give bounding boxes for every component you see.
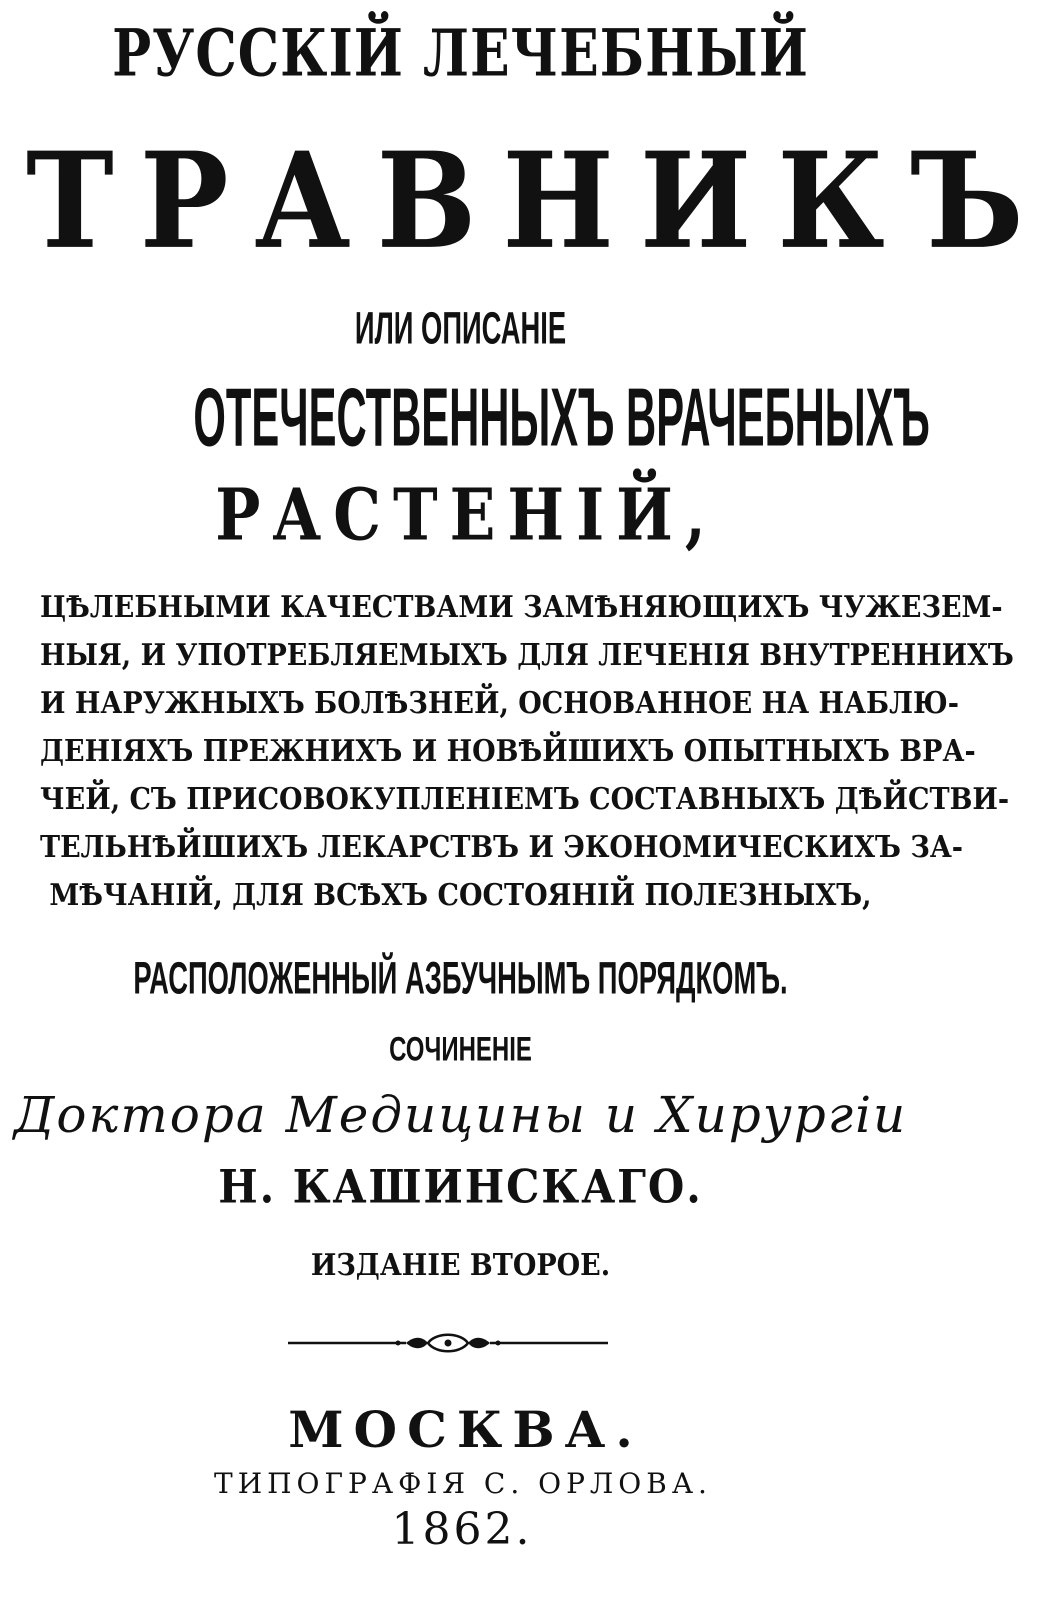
heading-top: РУССКІЙ ЛЕЧЕБНЫЙ: [112, 15, 809, 92]
description-line: МѢЧАНІЙ, ДЛЯ ВСѢХЪ СОСТОЯНІЙ ПОЛЕЗНЫХЪ,: [49, 878, 872, 913]
edition-label: ИЗДАНІЕ ВТОРОЕ.: [310, 1248, 611, 1283]
description-line: И НАРУЖНЫХЪ БОЛѢЗНЕЙ, ОСНОВАННОЕ НА НАБЛЮ-: [40, 686, 959, 721]
heading-main: ТРАВНИКЪ: [26, 122, 1050, 279]
order-line: РАСПОЛОЖЕННЫЙ АЗБУЧНЫМЪ ПОРЯДКОМЪ.: [133, 953, 788, 1005]
or-description: ИЛИ ОПИСАНІЕ: [354, 303, 567, 355]
plants-line-2: РАСТЕНІЙ,: [215, 474, 718, 558]
printing-house: ТИПОГРАФІЯ С. ОРЛОВА.: [214, 1467, 712, 1500]
description-line: ЧЕЙ, СЪ ПРИСОВОКУПЛЕНІЕМЪ СОСТАВНЫХЪ ДѢЙСТВИ-: [40, 782, 1010, 817]
description-line: ТЕЛЬНѢЙШИХЪ ЛЕКАРСТВЪ И ЭКОНОМИЧЕСКИХЪ ЗА-: [40, 830, 964, 865]
description-line: ЦѢЛЕБНЫМИ КАЧЕСТВАМИ ЗАМѢНЯЮЩИХЪ ЧУЖЕЗЕМ-: [40, 590, 1003, 625]
author-name: Н. КАШИНСКАГО.: [218, 1160, 703, 1215]
ornament-divider-icon: [288, 1328, 608, 1358]
description-line: ДЕНІЯХЪ ПРЕЖНИХЪ И НОВѢЙШИХЪ ОПЫТНЫХЪ ВРА-: [40, 734, 976, 769]
city: МОСКВА.: [288, 1400, 643, 1459]
work-label: СОЧИНЕНІЕ: [389, 1030, 532, 1069]
author-title: Доктора Медицины и Хирургіи: [13, 1086, 908, 1144]
publication-year: 1862.: [391, 1504, 533, 1555]
description-line: НЫЯ, И УПОТРЕБЛЯЕМЫХЪ ДЛЯ ЛЕЧЕНІЯ ВНУТРЕННИХЪ: [40, 638, 1014, 673]
plants-line-1: ОТЕЧЕСТВЕННЫХЪ ВРАЧЕБНЫХЪ: [193, 372, 930, 464]
